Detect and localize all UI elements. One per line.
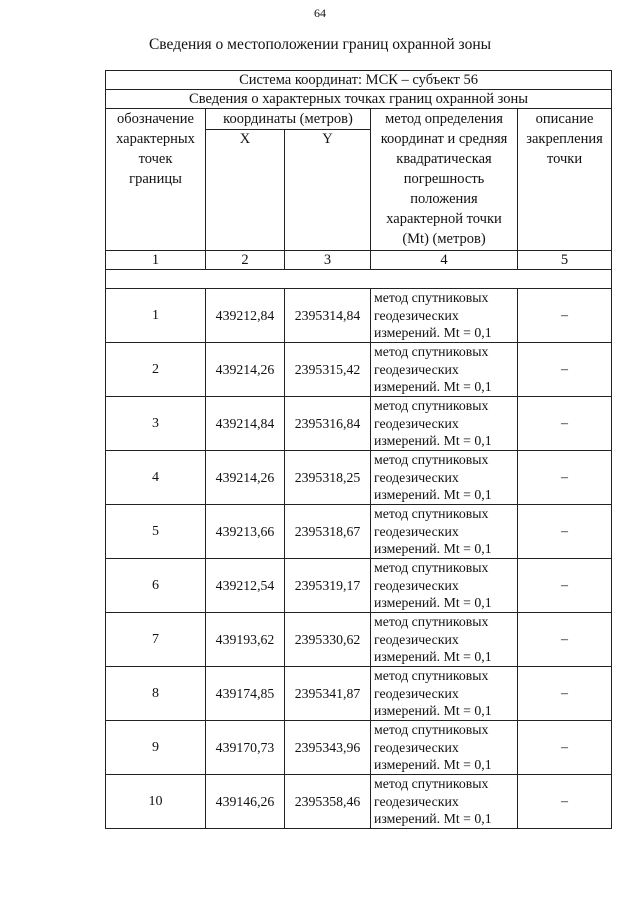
column-number: 2 (206, 251, 285, 270)
method-line: измерений. Mt = 0,1 (374, 757, 492, 773)
x-coordinate-cell: 439214,26 (206, 451, 285, 505)
header-text-line: погрешность (403, 171, 485, 187)
method-cell (371, 289, 518, 343)
method-line: измерений. Mt = 0,1 (374, 541, 492, 557)
method-line: метод спутниковых (374, 452, 489, 468)
method-cell (371, 721, 518, 775)
method-line: измерений. Mt = 0,1 (374, 811, 492, 827)
table-row (106, 343, 612, 397)
page-number: 64 (314, 6, 326, 20)
method-line: метод спутниковых (374, 614, 489, 630)
column-numbers-row (106, 251, 612, 270)
description-cell: – (518, 451, 612, 505)
points-heading-row (106, 90, 612, 109)
header-text-line: точек (138, 151, 173, 167)
y-coordinate-cell: 2395315,42 (285, 343, 371, 397)
method-line: геодезических (374, 631, 459, 647)
point-id-cell: 1 (106, 289, 206, 343)
x-coordinate-cell: 439212,54 (206, 559, 285, 613)
description-cell: – (518, 559, 612, 613)
header-text-line: описание (535, 111, 594, 127)
x-coordinate-cell: 439213,66 (206, 505, 285, 559)
method-line: метод спутниковых (374, 506, 489, 522)
y-coordinate-cell: 2395316,84 (285, 397, 371, 451)
method-line: метод спутниковых (374, 344, 489, 360)
method-line: геодезических (374, 523, 459, 539)
description-cell: – (518, 343, 612, 397)
header-text-line: координат и средняя (380, 131, 508, 147)
method-line: измерений. Mt = 0,1 (374, 595, 492, 611)
header-text-line: обозначение (117, 111, 194, 127)
method-line: измерений. Mt = 0,1 (374, 703, 492, 719)
point-id-cell: 6 (106, 559, 206, 613)
table-row (106, 289, 612, 343)
point-id-cell: 9 (106, 721, 206, 775)
table-row (106, 667, 612, 721)
description-cell: – (518, 613, 612, 667)
method-cell (371, 343, 518, 397)
method-line: геодезических (374, 577, 459, 593)
point-id-cell: 3 (106, 397, 206, 451)
description-cell: – (518, 775, 612, 829)
method-line: измерений. Mt = 0,1 (374, 379, 492, 395)
column-number: 3 (285, 251, 371, 270)
method-line: метод спутниковых (374, 398, 489, 414)
coordinate-system-row (106, 71, 612, 90)
y-coordinate-cell: 2395318,25 (285, 451, 371, 505)
method-cell (371, 667, 518, 721)
method-cell (371, 451, 518, 505)
method-line: метод спутниковых (374, 560, 489, 576)
header-x: X (206, 130, 285, 251)
description-cell: – (518, 397, 612, 451)
method-line: геодезических (374, 685, 459, 701)
column-number: 4 (371, 251, 518, 270)
x-coordinate-cell: 439170,73 (206, 721, 285, 775)
point-id-cell: 10 (106, 775, 206, 829)
table-row (106, 505, 612, 559)
header-y: Y (285, 130, 371, 251)
boundary-points-table (105, 70, 612, 829)
header-text-line: квадратическая (396, 151, 492, 167)
method-line: метод спутниковых (374, 722, 489, 738)
method-cell (371, 505, 518, 559)
method-line: геодезических (374, 307, 459, 323)
table-row (106, 775, 612, 829)
header-method (371, 109, 518, 251)
method-line: измерений. Mt = 0,1 (374, 433, 492, 449)
method-line: геодезических (374, 361, 459, 377)
y-coordinate-cell: 2395330,62 (285, 613, 371, 667)
method-cell (371, 613, 518, 667)
header-text-line: характерной точки (386, 211, 502, 227)
header-text-line: положения (410, 191, 478, 207)
method-line: измерений. Mt = 0,1 (374, 325, 492, 341)
y-coordinate-cell: 2395343,96 (285, 721, 371, 775)
table-row (106, 451, 612, 505)
header-coordinates-group: координаты (метров) (206, 109, 371, 130)
method-cell (371, 775, 518, 829)
method-cell (371, 397, 518, 451)
x-coordinate-cell: 439193,62 (206, 613, 285, 667)
y-coordinate-cell: 2395314,84 (285, 289, 371, 343)
header-text-line: (Mt) (метров) (402, 231, 486, 247)
point-id-cell: 2 (106, 343, 206, 397)
method-line: геодезических (374, 793, 459, 809)
method-line: метод спутниковых (374, 290, 489, 306)
blank-separator-row (106, 270, 612, 289)
document-title: Сведения о местоположении границ охранной зоны (148, 36, 492, 53)
method-line: геодезических (374, 469, 459, 485)
header-point-designation (106, 109, 206, 251)
points-heading-label: Сведения о характерных точках границ охранной зоны (106, 90, 612, 109)
coordinate-system-label: Система координат: МСК – субъект 56 (106, 71, 612, 90)
x-coordinate-cell: 439174,85 (206, 667, 285, 721)
method-line: измерений. Mt = 0,1 (374, 487, 492, 503)
column-number: 5 (518, 251, 612, 270)
method-line: метод спутниковых (374, 668, 489, 684)
header-text-line: характерных (116, 131, 195, 147)
y-coordinate-cell: 2395319,17 (285, 559, 371, 613)
blank-cell (106, 270, 612, 289)
point-id-cell: 7 (106, 613, 206, 667)
table-row (106, 397, 612, 451)
column-number: 1 (106, 251, 206, 270)
method-line: измерений. Mt = 0,1 (374, 649, 492, 665)
point-id-cell: 4 (106, 451, 206, 505)
y-coordinate-cell: 2395358,46 (285, 775, 371, 829)
description-cell: – (518, 667, 612, 721)
x-coordinate-cell: 439146,26 (206, 775, 285, 829)
header-text-line: точки (546, 151, 583, 167)
description-cell: – (518, 505, 612, 559)
method-line: геодезических (374, 415, 459, 431)
x-coordinate-cell: 439212,84 (206, 289, 285, 343)
header-description (518, 109, 612, 251)
method-line: метод спутниковых (374, 776, 489, 792)
method-line: геодезических (374, 739, 459, 755)
header-text-line: закрепления (526, 131, 603, 147)
y-coordinate-cell: 2395341,87 (285, 667, 371, 721)
header-text-line: метод определения (385, 111, 503, 127)
point-id-cell: 8 (106, 667, 206, 721)
method-cell (371, 559, 518, 613)
x-coordinate-cell: 439214,84 (206, 397, 285, 451)
header-text-line: границы (129, 171, 182, 187)
table-row (106, 559, 612, 613)
table-row (106, 613, 612, 667)
description-cell: – (518, 721, 612, 775)
coords-group-header-row (106, 109, 612, 130)
table-row (106, 721, 612, 775)
point-id-cell: 5 (106, 505, 206, 559)
x-coordinate-cell: 439214,26 (206, 343, 285, 397)
description-cell: – (518, 289, 612, 343)
y-coordinate-cell: 2395318,67 (285, 505, 371, 559)
